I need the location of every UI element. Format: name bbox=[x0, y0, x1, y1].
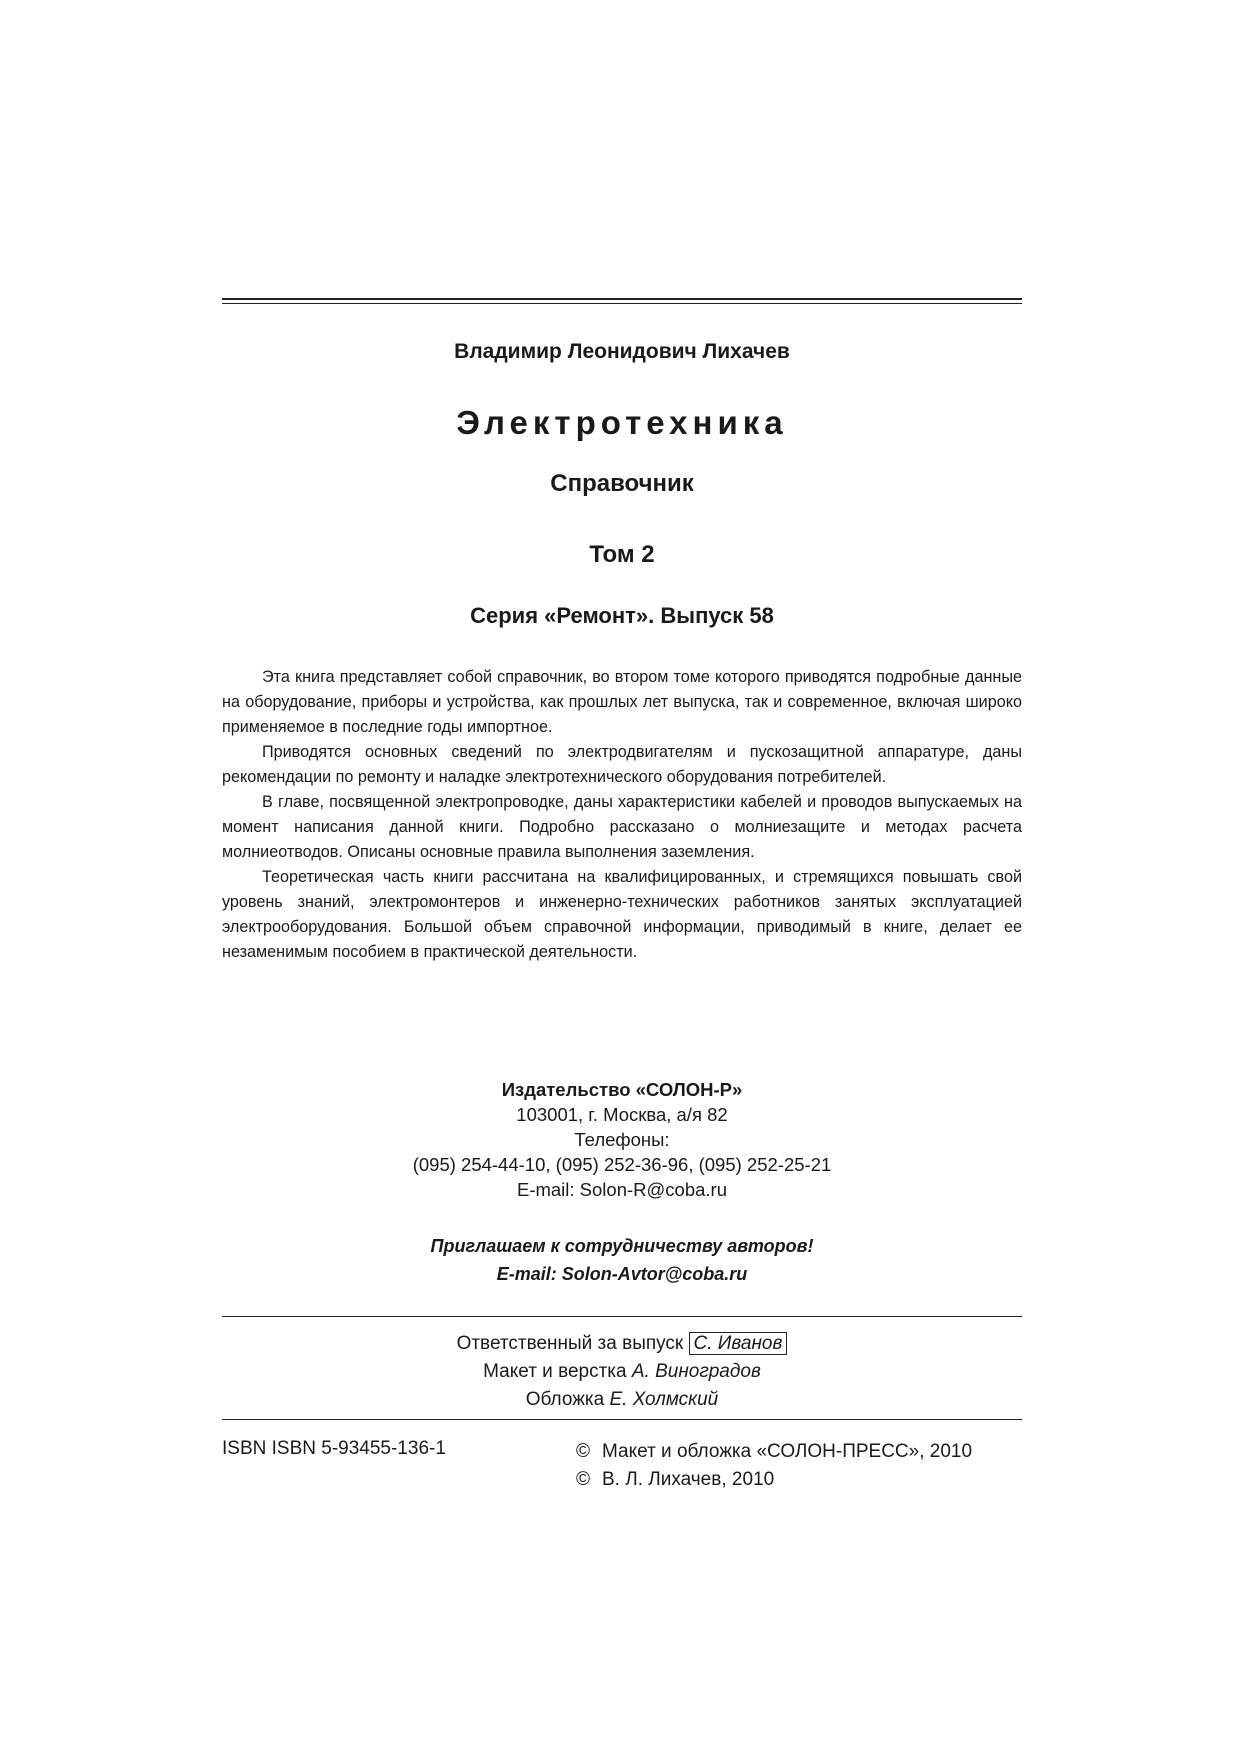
book-subtitle: Справочник bbox=[550, 470, 694, 497]
copyright-line bbox=[576, 1466, 972, 1494]
series-info: Серия «Ремонт». Выпуск 58 bbox=[470, 603, 774, 628]
copyright-text: В. Л. Лихачев, 2010 bbox=[602, 1469, 775, 1490]
credit-cover bbox=[222, 1386, 1022, 1414]
invite-block bbox=[222, 1232, 1022, 1288]
author-name: Владимир Леонидович Лихачев bbox=[454, 340, 790, 363]
credits-top-rule bbox=[222, 1316, 1022, 1317]
credit-responsible-name: С. Иванов bbox=[689, 1332, 788, 1355]
credit-layout bbox=[222, 1358, 1022, 1386]
isbn: ISBN ISBN 5-93455-136-1 bbox=[222, 1438, 446, 1459]
invite-text: Приглашаем к сотрудничеству авторов! bbox=[430, 1236, 814, 1256]
copyright-text: Макет и обложка «СОЛОН-ПРЕСС», 2010 bbox=[602, 1441, 973, 1462]
copyright-icon: © bbox=[576, 1469, 590, 1490]
publisher-address: 103001, г. Москва, а/я 82 bbox=[516, 1104, 728, 1125]
credit-cover-label: Обложка bbox=[525, 1389, 605, 1410]
abstract bbox=[222, 665, 1022, 965]
credits-bottom-rule bbox=[222, 1419, 1022, 1420]
abstract-paragraph: В главе, посвященной электропроводке, даны характеристики кабелей и проводов выпускаемых на момент написания данной книги. Подробно рассказано о молниезащите и методах расчета молниеотводов. Описаны основные правила выполнения заземления. bbox=[222, 793, 1022, 861]
invite-email: E-mail: Solon-Avtor@coba.ru bbox=[496, 1264, 748, 1284]
publisher-block bbox=[222, 1077, 1022, 1202]
copyright-block bbox=[576, 1438, 972, 1494]
credit-responsible-label: Ответственный за выпуск bbox=[456, 1333, 684, 1354]
abstract-paragraph: Теоретическая часть книги рассчитана на квалифицированных, и стремящихся повышать свой уровень знаний, электромонтеров и инженерно-технических работников занятых эксплуатацией электрооборудования. Большой объем справочной информации, приводимый в книге, делает ее незаменимым пособием в практической деятельности. bbox=[222, 868, 1022, 961]
publisher-phones: (095) 254-44-10, (095) 252-36-96, (095) 252-25-21 bbox=[412, 1154, 832, 1175]
credits-block bbox=[222, 1330, 1022, 1414]
abstract-paragraph: Приводятся основных сведений по электродвигателям и пускозащитной аппаратуре, даны рекомендации по ремонту и наладке электротехнического оборудования потребителей. bbox=[222, 743, 1022, 786]
abstract-paragraph: Эта книга представляет собой справочник, во втором томе которого приводятся подробные данные на оборудование, приборы и устройства, как прошлых лет выпуска, так и современное, включая широко применяемое в последние годы импортное. bbox=[222, 668, 1022, 736]
volume-number: Том 2 bbox=[589, 541, 655, 568]
copyright-icon: © bbox=[576, 1441, 590, 1462]
credit-layout-label: Макет и верстка bbox=[483, 1361, 627, 1382]
credit-layout-name: А. Виноградов bbox=[631, 1361, 761, 1382]
top-double-rule bbox=[222, 298, 1022, 304]
credit-responsible bbox=[222, 1330, 1022, 1358]
credit-cover-name: Е. Холмский bbox=[609, 1389, 719, 1410]
publisher-name: Издательство «СОЛОН-Р» bbox=[501, 1079, 743, 1100]
copyright-line bbox=[576, 1438, 972, 1466]
book-title: Электротехника bbox=[456, 404, 788, 441]
publisher-phones-label: Телефоны: bbox=[574, 1129, 670, 1150]
publisher-email: E-mail: Solon-R@coba.ru bbox=[516, 1179, 728, 1200]
